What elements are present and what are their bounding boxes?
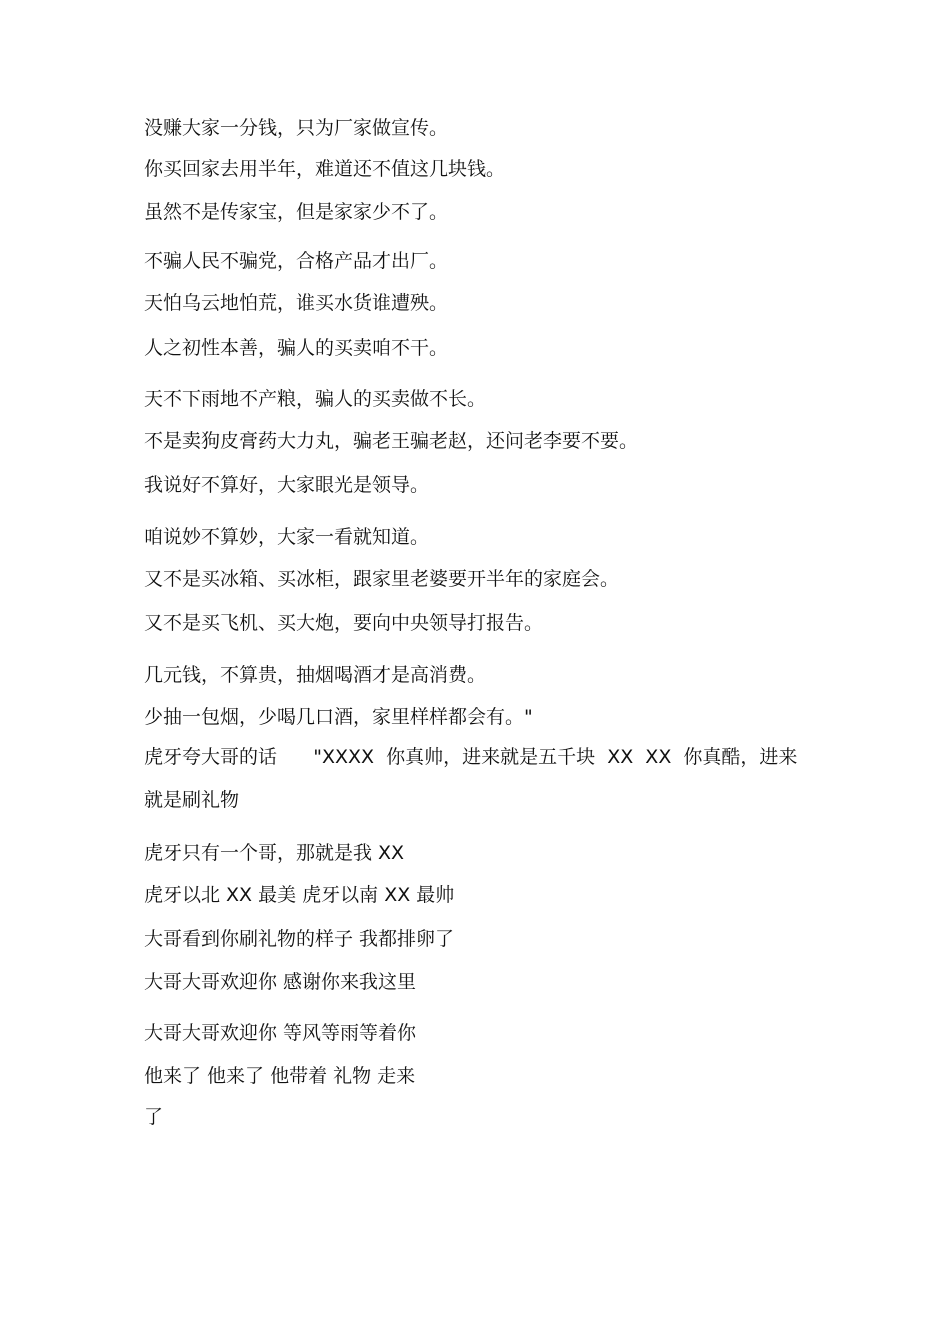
text-line: 天不下雨地不产粮，骗人的买卖做不长。 bbox=[144, 388, 487, 410]
text-line: 大哥大哥欢迎你 等风等雨等着你 bbox=[144, 1022, 417, 1044]
text-line: 几元钱，不算贵，抽烟喝酒才是高消费。 bbox=[144, 664, 487, 686]
text-line: 你买回家去用半年，难道还不值这几块钱。 bbox=[144, 158, 506, 180]
text-line: 天怕乌云地怕荒，谁买水货谁遭殃。 bbox=[144, 292, 449, 314]
text-line: 大哥大哥欢迎你 感谢你来我这里 bbox=[144, 971, 417, 993]
text-line: 又不是买冰箱、买冰柜，跟家里老婆要开半年的家庭会。 bbox=[144, 568, 620, 590]
text-line: 虎牙只有一个哥，那就是我 XX bbox=[144, 842, 405, 864]
text-line: 不骗人民不骗党，合格产品才出厂。 bbox=[144, 250, 449, 272]
text-line: 虎牙夸大哥的话 "XXXX 你真帅，进来就是五千块 XX XX 你真酷，进来 bbox=[144, 746, 798, 768]
text-line: 虎牙以北 XX 最美 虎牙以南 XX 最帅 bbox=[144, 884, 455, 906]
text-line: 他来了 他来了 他带着 礼物 走来 bbox=[144, 1065, 416, 1087]
text-line: 咱说妙不算妙，大家一看就知道。 bbox=[144, 526, 430, 548]
text-line: 我说好不算好，大家眼光是领导。 bbox=[144, 474, 430, 496]
text-line: 大哥看到你刷礼物的样子 我都排卵了 bbox=[144, 928, 455, 950]
text-line: 少抽一包烟，少喝几口酒，家里样样都会有。" bbox=[144, 706, 533, 728]
text-line: 没赚大家一分钱，只为厂家做宣传。 bbox=[144, 117, 449, 139]
text-line: 就是刷礼物 bbox=[144, 789, 240, 811]
text-line: 了 bbox=[144, 1106, 164, 1128]
text-line: 不是卖狗皮膏药大力丸，骗老王骗老赵，还问老李要不要。 bbox=[144, 430, 639, 452]
text-line: 虽然不是传家宝，但是家家少不了。 bbox=[144, 201, 449, 223]
text-line: 又不是买飞机、买大炮，要向中央领导打报告。 bbox=[144, 612, 544, 634]
text-line: 人之初性本善，骗人的买卖咱不干。 bbox=[144, 337, 449, 359]
